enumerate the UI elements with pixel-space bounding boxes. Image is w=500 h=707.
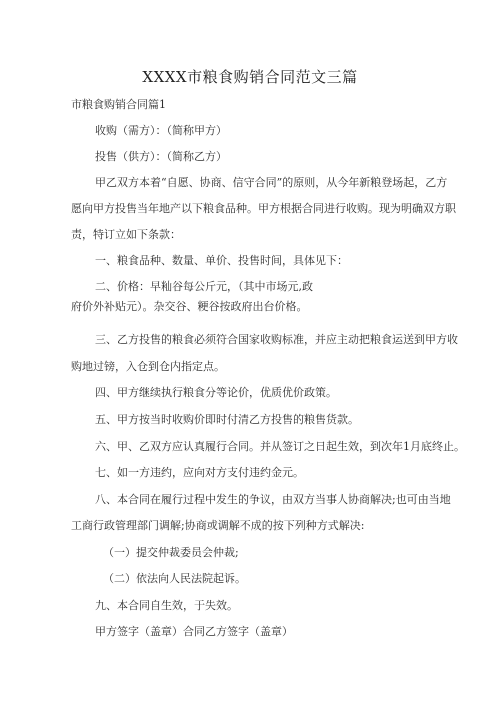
paragraph-line: 甲乙双方本着“自愿、协商、信守合同”的原则，从今年新粮登场起，乙方 [95, 176, 448, 189]
paragraph-line: 八、本合同在履行过程中发生的争议，由双方当事人协商解决;也可由当地 [95, 493, 451, 506]
paragraph-line: 愿向甲方投售当年地产以下粮食品种。甲方根据合同进行收购。现为明确双方职 [71, 202, 456, 215]
paragraph-line: （一）提交仲裁委员会仲裁; [103, 546, 239, 559]
paragraph-line: 工商行政管理部门调解;协商或调解不成的按下列种方式解决: [71, 519, 365, 532]
paragraph-line: 收购（需方）：（简称甲方） [95, 124, 227, 137]
paragraph-line: 府价外补贴元）。杂交谷、粳谷按政府出台价格。 [71, 300, 308, 313]
paragraph-line: 六、甲、乙双方应认真履行合同。并从签订之日起生效，到次年1月底终止。 [95, 440, 465, 453]
paragraph-line: 投售（供方）：（简称乙方） [95, 150, 227, 163]
signature-line: 甲方签字（盖章）合同乙方签字（盖章） [95, 625, 293, 638]
paragraph-line: 四、甲方继续执行粮食分等论价，优质优价政策。 [95, 386, 337, 399]
document-title: XXXX市粮食购销合同范文三篇 [142, 68, 358, 86]
paragraph-line: 七、如一方违约，应向对方支付违约金元。 [95, 466, 304, 479]
paragraph-line: 三、乙方投售的粮食必须符合国家收购标准，并应主动把粮食运送到甲方收 [95, 333, 458, 346]
paragraph-line: （二）依法向人民法院起诉。 [103, 572, 246, 585]
paragraph-line: 二、价格：早籼谷每公斤元，（其中市场元,政 [95, 280, 313, 293]
paragraph-line: 一、粮食品种、数量、单价、投售时间，具体见下： [95, 254, 348, 267]
paragraph-line: 五、甲方按当时收购价即时付清乙方投售的粮售货款。 [95, 413, 359, 426]
paragraph-line: 购地过镑，入仓到仓内指定点。 [71, 360, 225, 373]
section-heading: 市粮食购销合同篇1 [71, 98, 166, 111]
paragraph-line: 九、本合同自生效，于失效。 [95, 599, 238, 612]
paragraph-line: 责，特订立如下条款： [71, 228, 181, 241]
